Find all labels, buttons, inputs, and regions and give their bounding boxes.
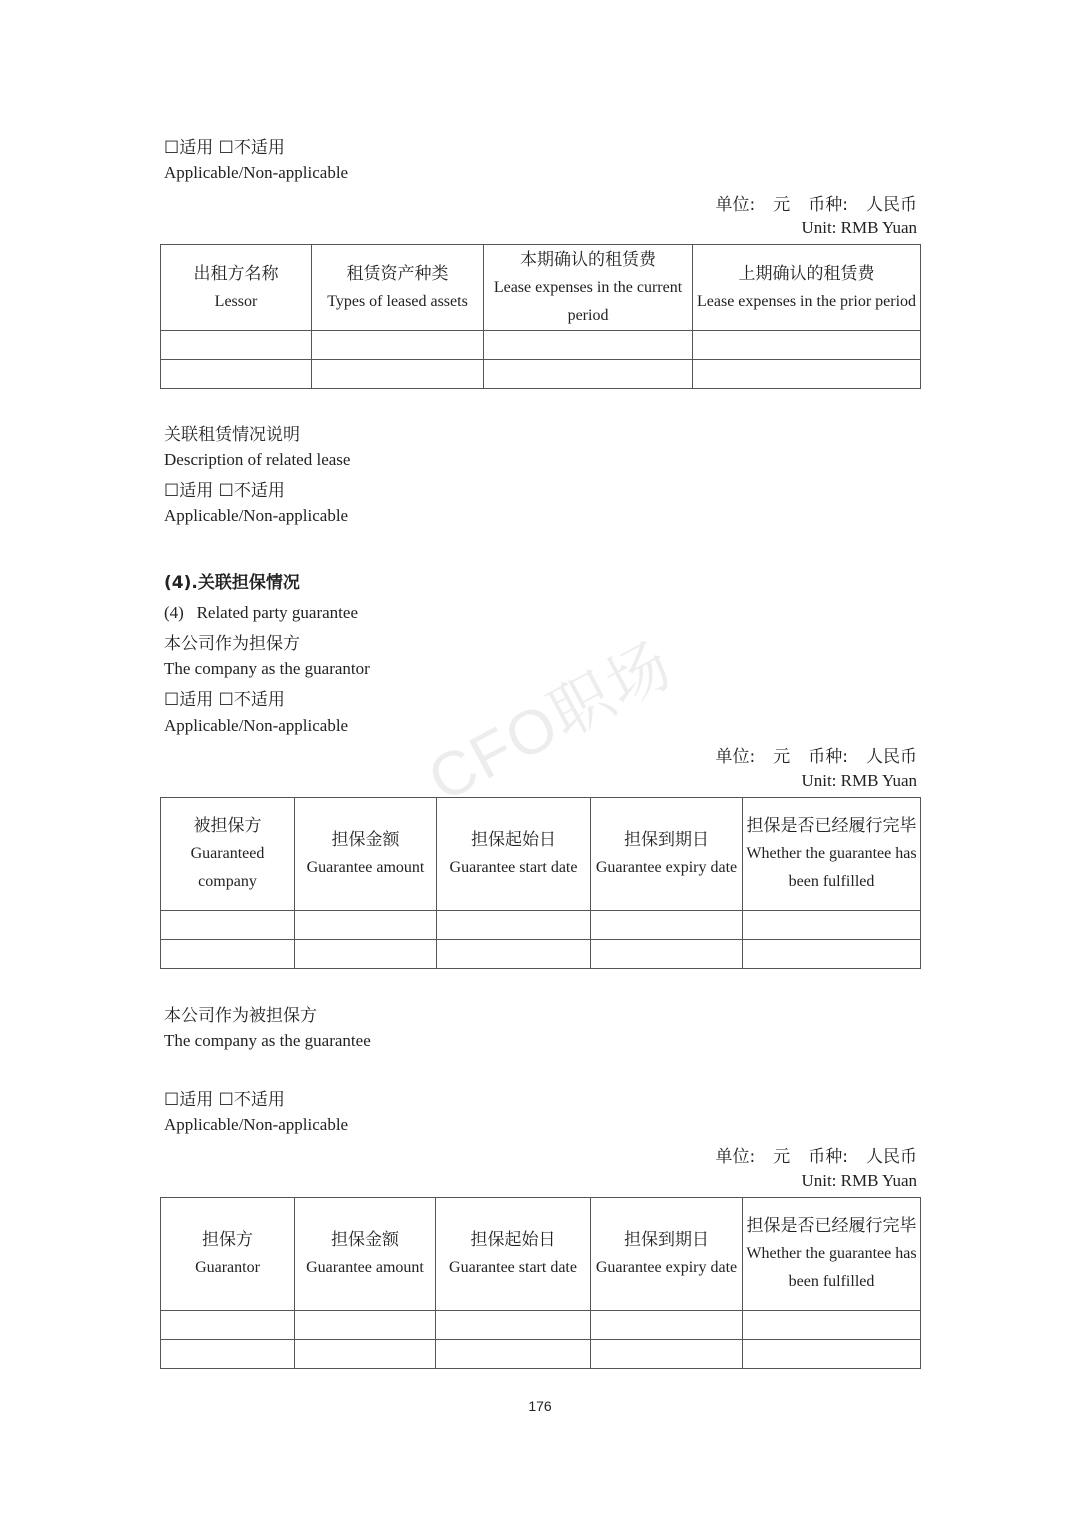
- applicable-option-en: Applicable/Non-applicable: [164, 506, 349, 525]
- unit-line-en: Unit: RMB Yuan: [801, 1171, 917, 1190]
- header-cell-guarantee-amount: 担保金额 Guarantee amount: [295, 798, 437, 911]
- currency-value: 人民币: [866, 1147, 917, 1167]
- table-row: [161, 360, 921, 389]
- applicable-option-cn: ☐适用 ☐不适用: [164, 690, 285, 710]
- unit-label: 单位:: [715, 747, 756, 767]
- unit-line-cn: [716, 742, 917, 767]
- applicable-option-en: Applicable/Non-applicable: [164, 163, 349, 182]
- header-cell-fulfilled: 担保是否已经履行完毕 Whether the guarantee has been fulfilled: [743, 1198, 921, 1311]
- currency-label: 币种:: [808, 1147, 848, 1167]
- table-row: [161, 1340, 921, 1369]
- header-cell-current-expense: 本期确认的租赁费 Lease expenses in the current period: [484, 245, 693, 331]
- unit-line-cn: [716, 1142, 917, 1167]
- table-row: [161, 1311, 921, 1340]
- unit-line-en: Unit: RMB Yuan: [801, 771, 917, 790]
- applicable-option-cn: ☐适用 ☐不适用: [164, 481, 285, 501]
- header-cell-lessor: 出租方名称 Lessor: [161, 245, 312, 331]
- as-guarantor-cn: 本公司作为担保方: [164, 634, 300, 654]
- section-heading-en: (4) Related party guarantee: [164, 603, 358, 622]
- guaranteed-table: [160, 1197, 921, 1369]
- lease-table: [160, 244, 921, 389]
- header-cell-expiry-date: 担保到期日 Guarantee expiry date: [591, 1198, 743, 1311]
- applicable-option-cn: ☐适用 ☐不适用: [164, 138, 285, 158]
- unit-line-cn: [716, 190, 917, 215]
- applicable-option-en: Applicable/Non-applicable: [164, 716, 349, 735]
- unit-line-en: Unit: RMB Yuan: [801, 218, 917, 237]
- applicable-option-cn: ☐适用 ☐不适用: [164, 1090, 285, 1110]
- unit-value: 元: [773, 195, 791, 215]
- currency-label: 币种:: [808, 195, 848, 215]
- unit-value: 元: [773, 1147, 791, 1167]
- header-cell-guarantor: 担保方 Guarantor: [161, 1198, 295, 1311]
- header-cell-prior-expense: 上期确认的租赁费 Lease expenses in the prior period: [693, 245, 921, 331]
- header-cell-asset-type: 租赁资产种类 Types of leased assets: [312, 245, 484, 331]
- header-cell-fulfilled: 担保是否已经履行完毕 Whether the guarantee has been fulfilled: [743, 798, 921, 911]
- watermark: CFO职场: [417, 629, 684, 816]
- applicable-option-en: Applicable/Non-applicable: [164, 1115, 349, 1134]
- currency-value: 人民币: [866, 747, 917, 767]
- header-cell-guarantee-amount: 担保金额 Guarantee amount: [295, 1198, 436, 1311]
- as-guaranteed-cn: 本公司作为被担保方: [164, 1006, 317, 1026]
- table-header-row: [161, 1198, 921, 1311]
- currency-label: 币种:: [808, 747, 848, 767]
- lease-desc-title-cn: 关联租赁情况说明: [164, 425, 300, 445]
- header-cell-expiry-date: 担保到期日 Guarantee expiry date: [591, 798, 743, 911]
- page-number: 176: [528, 1398, 552, 1414]
- unit-value: 元: [773, 747, 791, 767]
- currency-value: 人民币: [866, 195, 917, 215]
- header-cell-guaranteed-company: 被担保方 Guaranteed company: [161, 798, 295, 911]
- table-row: [161, 331, 921, 360]
- header-cell-start-date: 担保起始日 Guarantee start date: [436, 1198, 591, 1311]
- lease-desc-title-en: Description of related lease: [164, 450, 351, 469]
- table-header-row: [161, 798, 921, 911]
- table-header-row: [161, 245, 921, 331]
- as-guarantor-en: The company as the guarantor: [164, 659, 370, 678]
- table-row: [161, 940, 921, 969]
- guarantor-table: [160, 797, 921, 969]
- unit-label: 单位:: [715, 195, 756, 215]
- table-row: [161, 911, 921, 940]
- header-cell-start-date: 担保起始日 Guarantee start date: [437, 798, 591, 911]
- as-guaranteed-en: The company as the guarantee: [164, 1031, 371, 1050]
- unit-label: 单位:: [715, 1147, 756, 1167]
- section-heading-cn: (4).关联担保情况: [164, 573, 300, 593]
